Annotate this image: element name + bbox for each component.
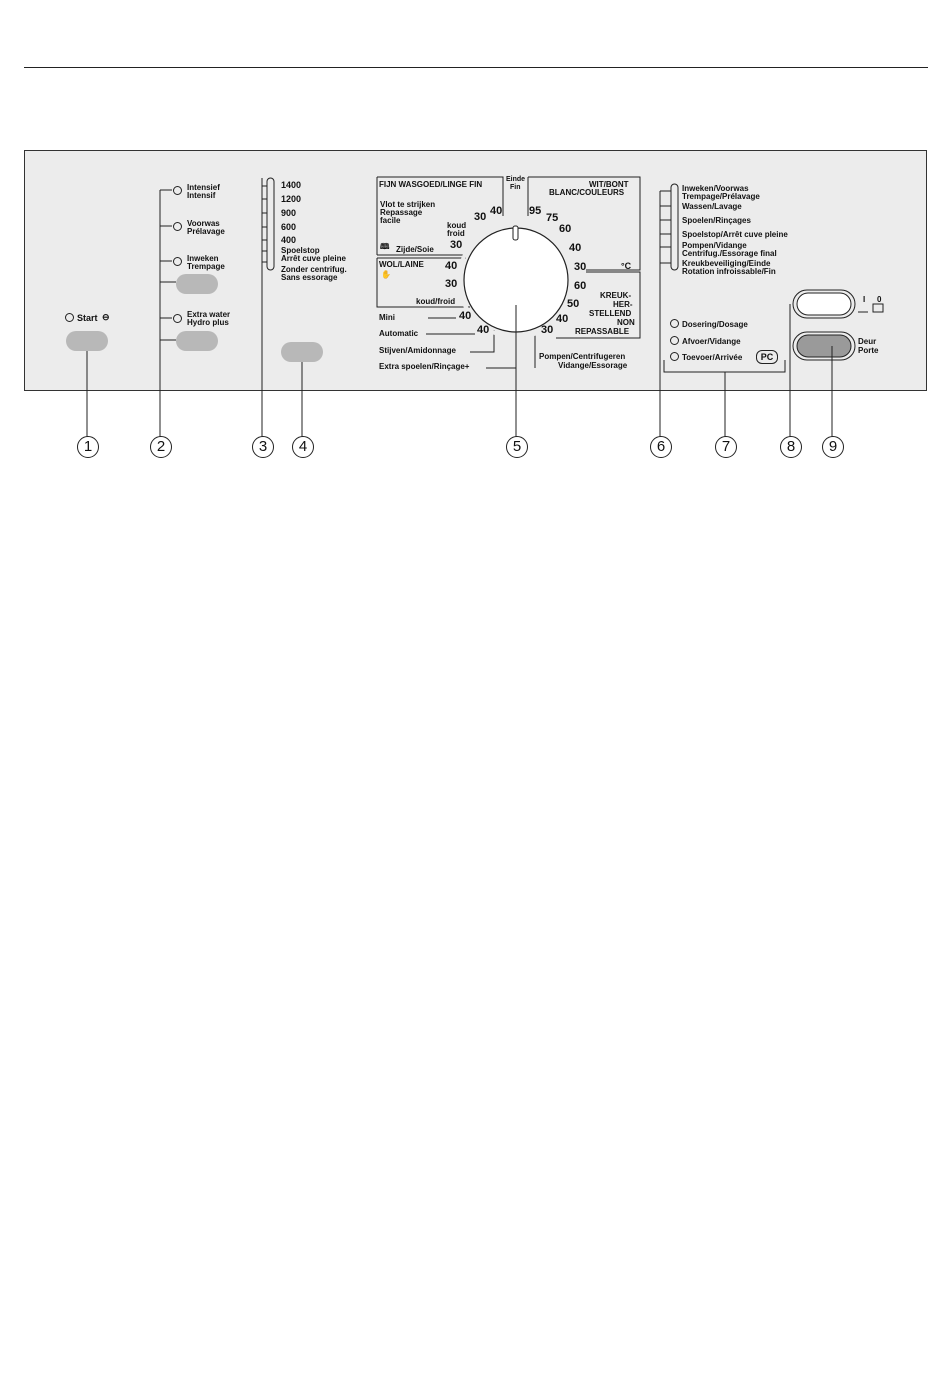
door-label-nl: Deur (858, 337, 877, 346)
start-led (65, 313, 74, 322)
wol-title: WOL/LAINE (379, 260, 424, 269)
temp-wit-30: 30 (574, 261, 587, 273)
temp-kreuk-30: 30 (541, 324, 554, 336)
spin-900: 900 (281, 208, 297, 218)
status-pompen-fr: Centrifug./Essorage final (682, 249, 777, 258)
status-spoelen: Spoelen/Rinçages (682, 216, 751, 225)
inweken-led (173, 257, 182, 266)
kreuk-1: KREUK- (600, 291, 632, 300)
start-button[interactable] (66, 331, 108, 351)
temp-wit-75: 75 (546, 212, 559, 224)
vidange-label: Vidange/Essorage (558, 361, 628, 370)
celsius-label: °C (621, 261, 632, 271)
zonder-label-nl: Zonder centrifug. (281, 265, 347, 274)
temp-fijn-40: 40 (490, 205, 503, 217)
extra-water-label-fr: Hydro plus (187, 318, 229, 327)
spin-button[interactable] (281, 342, 323, 362)
status-inweken-fr: Trempage/Prélavage (682, 192, 760, 201)
callout-4: 4 (292, 436, 314, 458)
voorwas-led (173, 222, 182, 231)
kreuk-2: HER- (613, 300, 633, 309)
callout-7: 7 (715, 436, 737, 458)
spin-600: 600 (281, 222, 297, 232)
dosering-led (670, 319, 679, 328)
callout-3: 3 (252, 436, 274, 458)
door-button[interactable] (793, 332, 855, 360)
pc-badge: PC (756, 350, 778, 364)
temp-kreuk-50: 50 (567, 298, 580, 310)
temp-fijn-30: 30 (474, 211, 487, 223)
power-button[interactable] (793, 290, 855, 318)
temp-wol-40: 40 (445, 260, 458, 272)
intensif-label-fr: Intensif (187, 191, 216, 200)
intensif-led (173, 186, 182, 195)
status-inweken-nl: Inweken/Voorwas (682, 184, 749, 193)
power-o: 0 (877, 295, 882, 304)
status-kreuk-fr: Rotation infroissable/Fin (682, 267, 776, 276)
temp-auto-40: 40 (477, 324, 490, 336)
program-dial[interactable] (464, 228, 568, 332)
extra-spoelen-label: Extra spoelen/Rinçage+ (379, 362, 470, 371)
zijde-label: Zijde/Soie (396, 245, 434, 254)
power-i: I (863, 295, 866, 304)
start-delay-icon: ⊖ (102, 312, 110, 322)
inweken-label-nl: Inweken (187, 254, 219, 263)
callout-8: 8 (780, 436, 802, 458)
stijven-label: Stijven/Amidonnage (379, 346, 456, 355)
temp-zijde-30: 30 (450, 239, 463, 251)
intensif-label-nl: Intensief (187, 183, 220, 192)
dosering-label: Dosering/Dosage (682, 320, 748, 329)
fijn-title: FIJN WASGOED/LINGE FIN (379, 180, 483, 189)
spoelstop-label-fr: Arrêt cuve pleine (281, 254, 346, 263)
blanc-title: BLANC/COULEURS (549, 188, 625, 197)
pompen-label: Pompen/Centrifugeren (539, 352, 626, 361)
callout-1: 1 (77, 436, 99, 458)
callout-5: 5 (506, 436, 528, 458)
froid-label: froid (447, 229, 465, 238)
zonder-label-fr: Sans essorage (281, 273, 338, 282)
voorwas-label-fr: Prélavage (187, 227, 225, 236)
automatic-label: Automatic (379, 329, 419, 338)
toevoer-led (670, 352, 679, 361)
temp-wol-30: 30 (445, 278, 458, 290)
temp-mini-40: 40 (459, 310, 472, 322)
callout-2: 2 (150, 436, 172, 458)
spin-400: 400 (281, 235, 297, 245)
status-wassen: Wassen/Lavage (682, 202, 742, 211)
panel-lines (0, 0, 950, 470)
kreuk-4: NON (617, 318, 635, 327)
status-kreuk-nl: Kreukbeveiliging/Einde (682, 259, 771, 268)
door-label-fr: Porte (858, 346, 879, 355)
zijde-icon: 🕮 (380, 242, 390, 251)
spoelstop-label-nl: Spoelstop (281, 246, 320, 255)
wol-koud-froid: koud/froid (416, 297, 456, 306)
vlot-label-3: facile (380, 216, 401, 225)
spin-1400: 1400 (281, 180, 302, 190)
einde-label: Einde (506, 176, 526, 183)
fin-label: Fin (510, 184, 521, 191)
wol-hand-icon: ✋ (381, 270, 391, 279)
mini-label: Mini (379, 313, 395, 322)
temp-wit-60: 60 (559, 223, 572, 235)
option-button-lower[interactable] (176, 331, 218, 351)
status-pompen-nl: Pompen/Vidange (682, 241, 747, 250)
extra-water-led (173, 314, 182, 323)
voorwas-label-nl: Voorwas (187, 219, 220, 228)
koud-label: koud (447, 221, 467, 230)
kreuk-3: STELLEND (589, 309, 632, 318)
vlot-label-1: Vlot te strijken (380, 200, 436, 209)
start-label: Start (77, 313, 98, 323)
inweken-label-fr: Trempage (187, 262, 225, 271)
status-spoelstop: Spoelstop/Arrêt cuve pleine (682, 230, 788, 239)
callout-6: 6 (650, 436, 672, 458)
extra-water-label-nl: Extra water (187, 310, 231, 319)
wit-title: WIT/BONT (589, 180, 629, 189)
option-button-upper[interactable] (176, 274, 218, 294)
spin-1200: 1200 (281, 194, 302, 204)
callout-9: 9 (822, 436, 844, 458)
toevoer-label: Toevoer/Arrivée (682, 353, 743, 362)
temp-wit-95: 95 (529, 205, 542, 217)
afvoer-label: Afvoer/Vidange (682, 337, 741, 346)
temp-kreuk-40: 40 (556, 313, 569, 325)
vlot-label-2: Repassage (380, 208, 423, 217)
afvoer-led (670, 336, 679, 345)
temp-kreuk-60: 60 (574, 280, 587, 292)
temp-wit-40: 40 (569, 242, 582, 254)
kreuk-5: REPASSABLE (575, 327, 630, 336)
